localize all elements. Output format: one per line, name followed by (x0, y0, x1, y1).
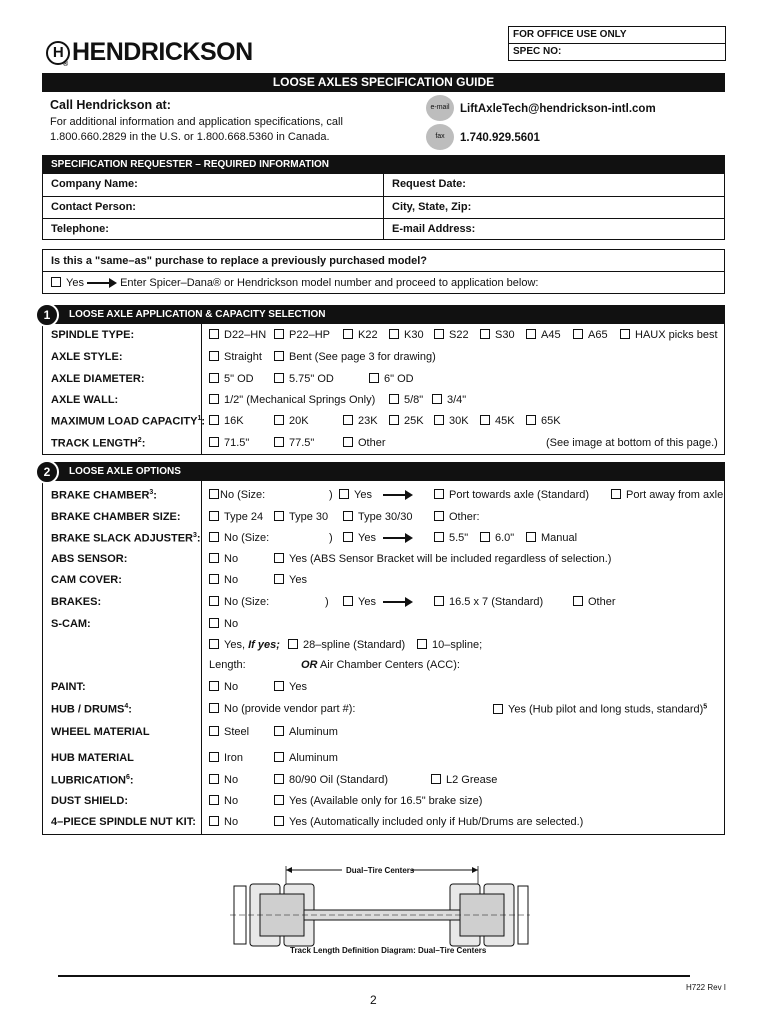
spindle-a65-label: A65 (588, 329, 608, 341)
abs-sensor-label: ABS SENSOR: (51, 553, 128, 565)
wheel-steel-label: Steel (224, 726, 250, 738)
chamber-other-checkbox[interactable] (434, 511, 444, 521)
chamber-size-label: BRAKE CHAMBER SIZE: (51, 511, 181, 523)
lube-no-checkbox[interactable] (209, 774, 219, 784)
wall-five-eighths-label: 5/8" (404, 394, 424, 406)
wheel-aluminum-checkbox[interactable] (274, 726, 284, 736)
slack-manual-checkbox[interactable] (526, 532, 536, 542)
hendrickson-h-icon: H (46, 41, 70, 65)
slack-55-label: 5.5" (449, 532, 469, 544)
track-length-diagram (230, 860, 530, 960)
wall-half-checkbox[interactable] (209, 394, 219, 404)
abs-yes-checkbox[interactable] (274, 553, 284, 563)
same-as-row (51, 277, 538, 289)
load-45k-label: 45K (495, 415, 515, 427)
brakes-no-checkbox[interactable] (209, 596, 219, 606)
spindle-k22-label: K22 (358, 329, 378, 341)
cam-no-checkbox[interactable] (209, 574, 219, 584)
label-divider (201, 324, 202, 455)
axle-wall-label: AXLE WALL: (51, 394, 119, 406)
hub-aluminum-label: Aluminum (289, 752, 338, 764)
type30-checkbox[interactable] (274, 511, 284, 521)
wheel-steel-checkbox[interactable] (209, 726, 219, 736)
spline10-label: 10–spline; (432, 639, 483, 651)
slack-60-checkbox[interactable] (480, 532, 490, 542)
paint-yes-label: Yes (289, 681, 307, 693)
scam-no-label: No (224, 618, 239, 630)
brake-chamber-no-label: No (Size: (220, 489, 266, 501)
slack-60-label: 6.0" (495, 532, 515, 544)
type3030-checkbox[interactable] (343, 511, 353, 521)
wheel-aluminum-label: Aluminum (289, 726, 338, 738)
slack-size-close: ) (329, 532, 333, 544)
lubrication-label: LUBRICATION$^6$: (51, 774, 134, 787)
city-state-zip-field[interactable]: City, State, Zip: (392, 201, 472, 213)
lube-no-label: No (224, 774, 239, 786)
spindle-haux-label: HAUX picks best (635, 329, 718, 341)
label-divider (201, 481, 202, 835)
call-text: For additional information and application specifications, call 1.800.660.2829 in the U.S. or 1.800.668.5360 in Canada. (50, 116, 343, 143)
abs-no-label: No (224, 553, 239, 565)
hub-drums-label: HUB / DRUMS$^4$: (51, 703, 132, 716)
scam-yes-label: Yes, (224, 639, 249, 651)
style-bent-checkbox[interactable] (274, 351, 284, 361)
column-divider (383, 174, 384, 240)
wall-half-label: 1/2" (Mechanical Springs Only) (224, 394, 376, 406)
dual-tire-label: Dual–Tire Centers (346, 866, 415, 875)
spindle-s30-label: S30 (495, 329, 515, 341)
load-16k-label: 16K (224, 415, 244, 427)
scam-no-checkbox[interactable] (209, 618, 219, 628)
type24-checkbox[interactable] (209, 511, 219, 521)
brake-chamber-size-close: ) (329, 489, 333, 501)
spindle-nut-label: 4–PIECE SPINDLE NUT KIT: (51, 816, 196, 828)
cam-cover-label: CAM COVER: (51, 574, 122, 586)
brake-chamber-label: BRAKE CHAMBER$^3$: (51, 489, 157, 502)
email-address-field[interactable]: E-mail Address: (392, 223, 476, 235)
load-30k-label: 30K (449, 415, 469, 427)
scam-yes-checkbox[interactable] (209, 639, 219, 649)
revision-label: H722 Rev I (686, 983, 727, 992)
hub-iron-label: Iron (224, 752, 243, 764)
track-715-label: 71.5" (224, 437, 250, 449)
section-application (42, 305, 725, 455)
slack-55-checkbox[interactable] (434, 532, 444, 542)
office-use-box (508, 26, 726, 61)
brakes-yes-checkbox[interactable] (343, 596, 353, 606)
brakes-other-checkbox[interactable] (573, 596, 583, 606)
spindle-s30-checkbox[interactable] (480, 329, 490, 339)
spindle-d22hn-checkbox[interactable] (209, 329, 219, 339)
hub-yes-checkbox[interactable] (493, 704, 503, 714)
dust-yes-label: Yes (Available only for 16.5" brake size) (289, 795, 483, 807)
same-as-question: Is this a "same–as" purchase to replace a previously purchased model? (51, 255, 428, 267)
scam-or-label: OR (301, 659, 318, 671)
divider (43, 271, 724, 272)
fax-number: 1.740.929.5601 (460, 132, 540, 144)
lube-grease-checkbox[interactable] (431, 774, 441, 784)
contact-person-field[interactable]: Contact Person: (51, 201, 136, 213)
style-straight-label: Straight (224, 351, 262, 363)
port-towards-checkbox[interactable] (434, 489, 444, 499)
hub-no-checkbox[interactable] (209, 703, 219, 713)
same-as-yes-checkbox[interactable] (51, 277, 61, 287)
track-775-label: 77.5" (289, 437, 315, 449)
page-title: LOOSE AXLES SPECIFICATION GUIDE (42, 73, 725, 92)
port-away-label: Port away from axle (626, 489, 724, 501)
call-heading: Call Hendrickson at: (50, 98, 171, 112)
logo-text: HENDRICKSON (72, 38, 253, 66)
spindle-type-label: SPINDLE TYPE: (51, 329, 135, 341)
brake-chamber-no-checkbox[interactable] (209, 489, 219, 499)
diameter-575-label: 5.75" OD (289, 373, 334, 385)
axle-style-label: AXLE STYLE: (51, 351, 123, 363)
spline10-checkbox[interactable] (417, 639, 427, 649)
load-16k-checkbox[interactable] (209, 415, 219, 425)
arrow-icon (383, 533, 413, 543)
track-other-checkbox[interactable] (343, 437, 353, 447)
diagram-caption: Track Length Definition Diagram: Dual–Tire Centers (290, 946, 487, 955)
brakes-size-close: ) (325, 596, 329, 608)
brakes-no-label: No (Size: (224, 596, 270, 608)
nut-yes-label: Yes (Automatically included only if Hub/Drums are selected.) (289, 816, 584, 828)
brakes-other-label: Other (588, 596, 616, 608)
email-icon: e-mail (426, 95, 454, 121)
spline28-label: 28–spline (Standard) (303, 639, 406, 651)
same-as-box (42, 249, 725, 294)
axle-diameter-label: AXLE DIAMETER: (51, 373, 145, 385)
brake-chamber-yes-label: Yes (354, 489, 372, 501)
slack-yes-label: Yes (358, 532, 376, 544)
dust-shield-label: DUST SHIELD: (51, 795, 128, 807)
dust-no-checkbox[interactable] (209, 795, 219, 805)
track-length-label: TRACK LENGTH$^2$: (51, 437, 146, 450)
brakes-165-label: 16.5 x 7 (Standard) (449, 596, 544, 608)
paint-no-label: No (224, 681, 239, 693)
hub-no-label: No (provide vendor part #): (224, 703, 356, 715)
hendrickson-logo (46, 38, 253, 67)
spindle-k30-label: K30 (404, 329, 424, 341)
paint-yes-checkbox[interactable] (274, 681, 284, 691)
load-20k-label: 20K (289, 415, 309, 427)
diameter-5-checkbox[interactable] (209, 373, 219, 383)
diameter-575-checkbox[interactable] (274, 373, 284, 383)
style-bent-label: Bent (See page 3 for drawing) (289, 351, 436, 363)
cam-yes-checkbox[interactable] (274, 574, 284, 584)
spline28-checkbox[interactable] (288, 639, 298, 649)
email-address: LiftAxleTech@hendrickson-intl.com (460, 103, 656, 115)
wall-three-quarters-label: 3/4" (447, 394, 467, 406)
page-number: 2 (370, 993, 377, 1007)
load-23k-label: 23K (358, 415, 378, 427)
track-note: (See image at bottom of this page.) (546, 437, 718, 449)
arrow-icon (383, 597, 413, 607)
section-options: LOOSE AXLE OPTIONS BRAKE CHAMBER$^3$: No (Size: ) Yes Port towards axle (Standard) Port away from axle BRAKE CHAMBER SIZE: Type 24 Type 30 Type 30/30 Other: BRAKE SLACK ADJUSTER$^3$: No (Size: ) Yes 5.5" 6.0" Manual ABS SENSOR: No Yes (ABS Sensor Bracket will be included regardless of selection.) CAM COVER: No Yes BRAKES: No (Size: ) Yes 16.5 x 7 (Standard) Other S-CAM: No Yes, If yes; 28–spline (Standard) 10–spline; Length: OR Air Chamber Centers (ACC): PAINT: No Yes HUB / DRUMS$^4$: No (provide vendor part #): Yes (Hub pilot and long studs, standard)$^5$ WHEEL MATERIAL Steel Aluminum HUB MATERIAL Iron Aluminum LUBRICATION$^6$: No 80/90 Oil (Standard) L2 Grease DUST SHIELD: No Yes (Available only for 16.5" brake size) 4–PIECE SPINDLE NUT KIT: No Yes (Automatically included only if Hub/Drums are selected.) (42, 462, 725, 835)
axle-drawing-icon (230, 860, 530, 960)
port-towards-label: Port towards axle (Standard) (449, 489, 590, 501)
brake-chamber-yes-checkbox[interactable] (339, 489, 349, 499)
abs-no-checkbox[interactable] (209, 553, 219, 563)
spindle-a45-label: A45 (541, 329, 561, 341)
hub-material-label: HUB MATERIAL (51, 752, 134, 764)
spindle-a65-checkbox[interactable] (573, 329, 583, 339)
spec-no-field[interactable]: SPEC NO: (509, 43, 725, 60)
load-capacity-label: MAXIMUM LOAD CAPACITY$^1$: (51, 415, 206, 428)
paint-no-checkbox[interactable] (209, 681, 219, 691)
company-name-field[interactable]: Company Name: (51, 178, 138, 190)
spindle-s22-label: S22 (449, 329, 469, 341)
track-other-label: Other (358, 437, 386, 449)
type30-label: Type 30 (289, 511, 329, 523)
type24-label: Type 24 (224, 511, 264, 523)
fax-icon: fax (426, 124, 454, 150)
spindle-d22hn-label: D22–HN (224, 329, 267, 341)
section1-number: 1 (35, 303, 59, 327)
track-715-checkbox[interactable] (209, 437, 219, 447)
requester-table (42, 155, 725, 240)
scam-length-field[interactable]: Length: (209, 659, 246, 671)
cam-yes-label: Yes (289, 574, 307, 586)
spindle-s22-checkbox[interactable] (434, 329, 444, 339)
scam-label: S-CAM: (51, 618, 91, 630)
load-45k-checkbox[interactable] (480, 415, 490, 425)
office-use-label: FOR OFFICE USE ONLY (513, 29, 627, 40)
load-25k-label: 25K (404, 415, 424, 427)
slack-yes-checkbox[interactable] (343, 532, 353, 542)
lube-oil-label: 80/90 Oil (Standard) (289, 774, 389, 786)
lube-oil-checkbox[interactable] (274, 774, 284, 784)
wall-three-quarters-checkbox[interactable] (432, 394, 442, 404)
load-30k-checkbox[interactable] (434, 415, 444, 425)
hub-aluminum-checkbox[interactable] (274, 752, 284, 762)
section2-heading: LOOSE AXLE OPTIONS (43, 463, 724, 481)
request-date-field[interactable]: Request Date: (392, 178, 466, 190)
load-65k-checkbox[interactable] (526, 415, 536, 425)
slack-no-label: No (Size: (224, 532, 270, 544)
diameter-5-label: 5" OD (224, 373, 254, 385)
same-as-instruction: Enter Spicer–Dana® or Hendrickson model number and proceed to application below: (120, 277, 539, 289)
spindle-k22-checkbox[interactable] (343, 329, 353, 339)
wall-five-eighths-checkbox[interactable] (389, 394, 399, 404)
load-23k-checkbox[interactable] (343, 415, 353, 425)
nut-yes-checkbox[interactable] (274, 816, 284, 826)
arrow-icon (87, 278, 117, 288)
brakes-yes-label: Yes (358, 596, 376, 608)
nut-no-label: No (224, 816, 239, 828)
paint-label: PAINT: (51, 681, 86, 693)
hub-iron-checkbox[interactable] (209, 752, 219, 762)
style-straight-checkbox[interactable] (209, 351, 219, 361)
load-20k-checkbox[interactable] (274, 415, 284, 425)
slack-manual-label: Manual (541, 532, 578, 544)
nut-no-checkbox[interactable] (209, 816, 219, 826)
load-65k-label: 65K (541, 415, 561, 427)
hub-yes-label: Yes (Hub pilot and long studs, standard) (508, 703, 704, 716)
spindle-k30-checkbox[interactable] (389, 329, 399, 339)
dust-no-label: No (224, 795, 239, 807)
spindle-a45-checkbox[interactable] (526, 329, 536, 339)
scam-ifyes-label: If yes; (248, 639, 280, 651)
acc-field[interactable]: Air Chamber Centers (ACC): (319, 659, 460, 671)
registered-icon: ® (63, 61, 68, 68)
chamber-other-label: Other: (449, 511, 480, 523)
diameter-6-checkbox[interactable] (369, 373, 379, 383)
slack-no-checkbox[interactable] (209, 532, 219, 542)
same-as-yes-label: Yes (66, 277, 84, 289)
arrow-icon (383, 490, 413, 500)
slack-adjuster-label: BRAKE SLACK ADJUSTER$^3$: (51, 532, 201, 545)
wheel-material-label: WHEEL MATERIAL (51, 726, 150, 738)
brakes-label: BRAKES: (51, 596, 102, 608)
type3030-label: Type 30/30 (358, 511, 413, 523)
brakes-165-checkbox[interactable] (434, 596, 444, 606)
dust-yes-checkbox[interactable] (274, 795, 284, 805)
track-775-checkbox[interactable] (274, 437, 284, 447)
cam-no-label: No (224, 574, 239, 586)
lube-grease-label: L2 Grease (446, 774, 498, 786)
port-away-checkbox[interactable] (611, 489, 621, 499)
spindle-haux-checkbox[interactable] (620, 329, 630, 339)
footer-rule (58, 975, 690, 977)
spindle-p22hp-label: P22–HP (289, 329, 330, 341)
section1-heading: LOOSE AXLE APPLICATION & CAPACITY SELECTION (43, 306, 724, 324)
telephone-field[interactable]: Telephone: (51, 223, 109, 235)
load-25k-checkbox[interactable] (389, 415, 399, 425)
section2-number: 2 (35, 460, 59, 484)
requester-heading: SPECIFICATION REQUESTER – REQUIRED INFORMATION (43, 156, 724, 174)
spindle-p22hp-checkbox[interactable] (274, 329, 284, 339)
requester-fields (43, 174, 724, 240)
abs-yes-label: Yes (ABS Sensor Bracket will be included regardless of selection.) (289, 553, 612, 565)
diameter-6-label: 6" OD (384, 373, 414, 385)
